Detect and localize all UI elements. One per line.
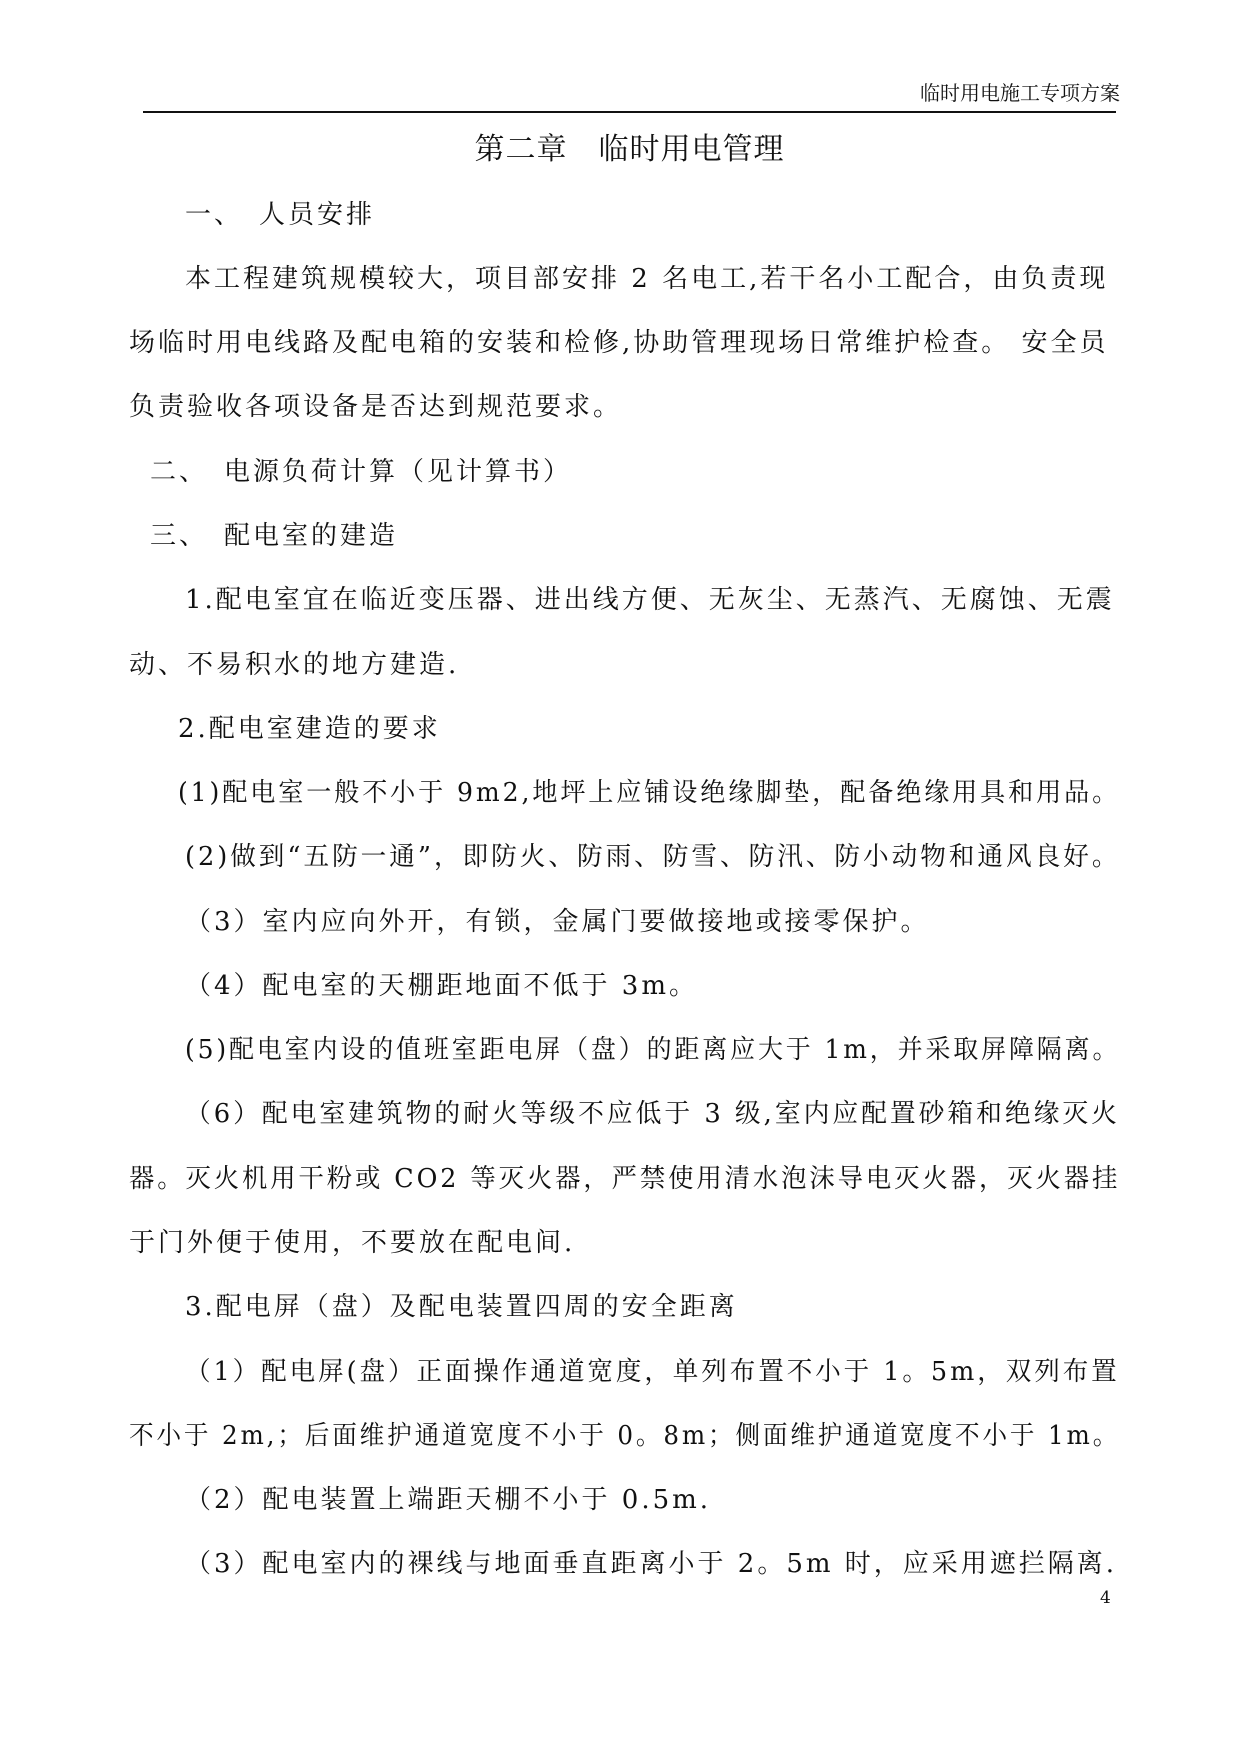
list-item: （4）配电室的天棚距地面不低于 3m。 [185,971,699,1001]
chapter-title: 第二章 临时用电管理 [474,132,785,167]
subsection-heading: 3.配电屏（盘）及配电装置四周的安全距离 [185,1292,738,1322]
list-item: (5)配电室内设的值班室距电屏（盘）的距离应大于 1m，并采取屏障隔离。 [185,1035,1121,1065]
section-heading-load-calculation: 二、 电源负荷计算（见计算书） [150,457,573,487]
paragraph-line: 本工程建筑规模较大，项目部安排 2 名电工,若干名小工配合，由负责现 [185,264,1109,294]
paragraph-line: 负责验收各项设备是否达到规范要求。 [129,392,623,422]
paragraph-line: 动、不易积水的地方建造. [129,650,460,680]
paragraph-line: 于门外便于使用，不要放在配电间. [129,1228,576,1258]
paragraph-line: 器。灭火机用干粉或 CO2 等灭火器，严禁使用清水泡沫导电灭火器，灭火器挂 [129,1164,1121,1194]
paragraph-line: 不小于 2m,；后面维护通道宽度不小于 0。8m；侧面维护通道宽度不小于 1m。 [129,1421,1121,1451]
list-item: （3）室内应向外开，有锁，金属门要做接地或接零保护。 [185,907,930,937]
header-title: 临时用电施工专项方案 [920,81,1120,105]
subsection-heading: 2.配电室建造的要求 [178,714,441,744]
paragraph-line: 场临时用电线路及配电箱的安装和检修,协助管理现场日常维护检查。 安全员 [129,328,1109,358]
list-item: (1)配电室一般不小于 9m2,地坪上应铺设绝缘脚垫，配备绝缘用具和用品。 [178,778,1121,808]
paragraph-line: 1.配电室宜在临近变压器、进出线方便、无灰尘、无蒸汽、无腐蚀、无震 [185,585,1115,615]
header-divider [143,111,1116,113]
page-number: 4 [1100,1588,1111,1608]
list-item: （2）配电装置上端距天棚不小于 0.5m. [185,1485,712,1515]
list-item: (2)做到“五防一通”，即防火、防雨、防雪、防汛、防小动物和通风良好。 [185,842,1121,872]
section-heading-personnel: 一、 人员安排 [185,200,376,230]
list-item: （6）配电室建筑物的耐火等级不应低于 3 级,室内应配置砂箱和绝缘灭火 [185,1099,1120,1129]
list-item: （1）配电屏(盘）正面操作通道宽度，单列布置不小于 1。5m，双列布置 [185,1357,1120,1387]
section-heading-distribution-room: 三、 配电室的建造 [150,521,399,551]
list-item: （3）配电室内的裸线与地面垂直距离小于 2。5m 时，应采用遮拦隔离. [185,1549,1118,1579]
